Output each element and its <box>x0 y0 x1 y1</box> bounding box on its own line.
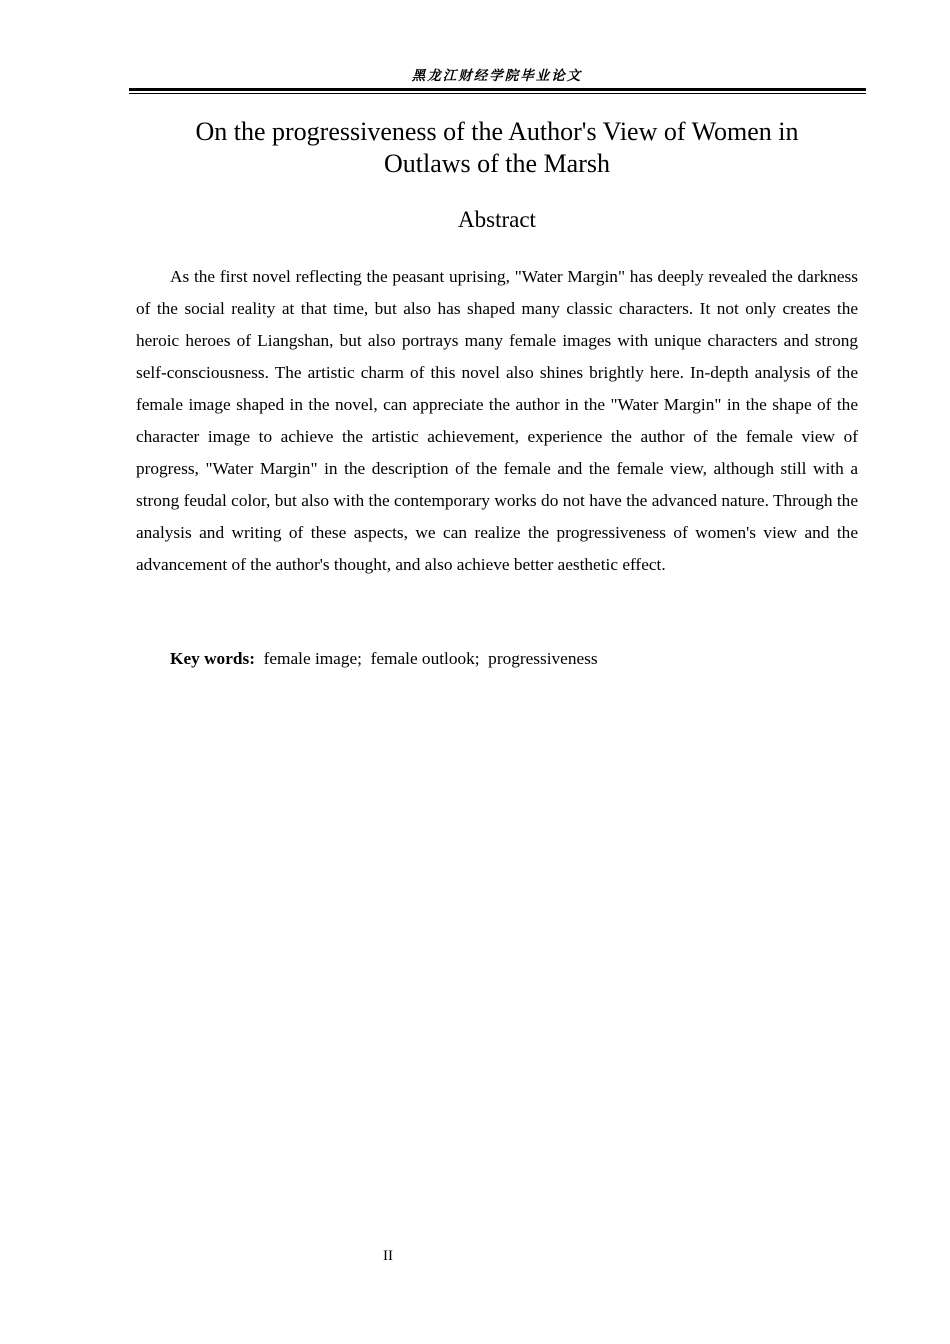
page-number: II <box>383 1248 393 1264</box>
page-header-institution: 黑龙江财经学院毕业论文 <box>411 68 583 84</box>
header-rule-thick <box>129 88 866 91</box>
paper-title-line-1: On the progressiveness of the Author's View of Women in <box>195 117 799 146</box>
keywords-label: Key words: <box>170 649 255 668</box>
header-rule-thin <box>129 93 866 94</box>
keywords-line <box>170 647 858 671</box>
abstract-body: As the first novel reflecting the peasant uprising, "Water Margin" has deeply revealed the darkness of the social reality at that time, but also has shaped many classic characters. It not only creates the heroic heroes of Liangshan, but also portrays many female images with unique characters and strong self-consciousness. The artistic charm of this novel also shines brightly here. In-depth analysis of the female image shaped in the novel, can appreciate the author in the "Water Margin" in the shape of the character image to achieve the artistic achievement, experience the author of the female view of progress, "Water Margin" in the description of the female and the female view, although still with a strong feudal color, but also with the contemporary works do not have the advanced nature. Through the analysis and writing of these aspects, we can realize the progressiveness of women's view and the advancement of the author's thought, and also achieve better aesthetic effect. <box>136 267 858 574</box>
paper-title-line-2: Outlaws of the Marsh <box>383 149 610 178</box>
paper-title <box>136 116 858 180</box>
keywords-items: female image; female outlook; progressiveness <box>254 649 598 668</box>
abstract-heading: Abstract <box>458 207 536 232</box>
